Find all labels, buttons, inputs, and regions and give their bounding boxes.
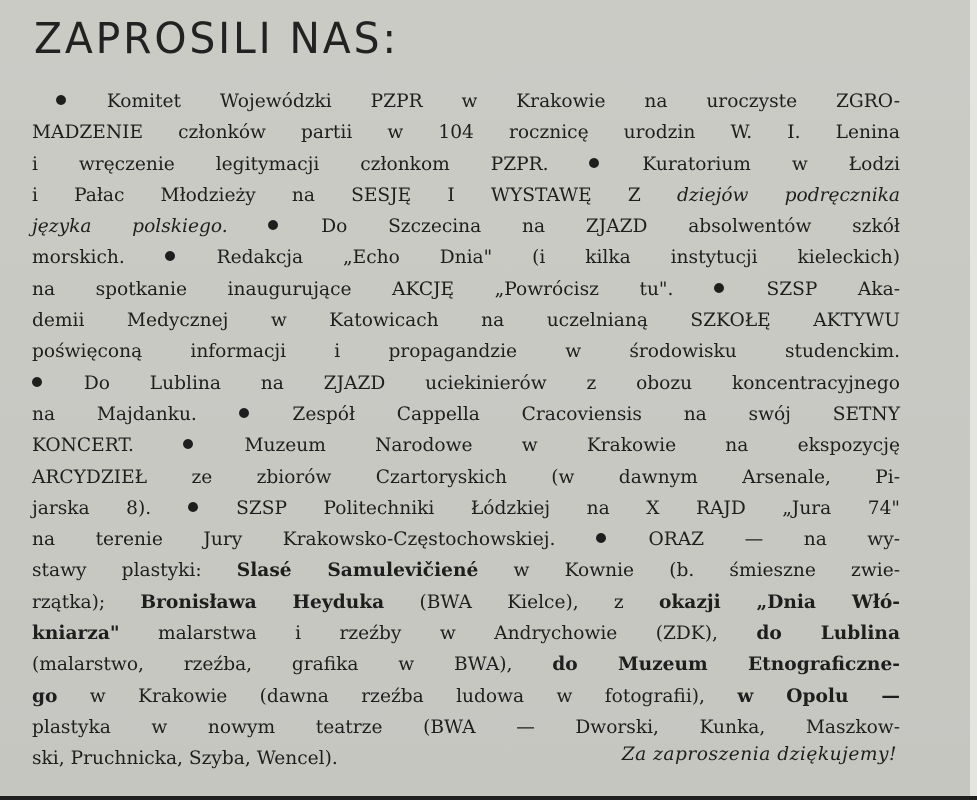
text-line: i wręczenie legitymacji członkom PZPR. Kuratorium w Łodzi bbox=[32, 153, 900, 175]
text-line: plastyka w nowym teatrze (BWA — Dworski, Kunka, Maszkow- bbox=[32, 716, 900, 738]
text-line: języka polskiego. Do Szczecina na ZJAZD absolwentów szkół bbox=[32, 216, 900, 238]
bullet-icon bbox=[268, 220, 278, 230]
bullet-icon bbox=[714, 283, 724, 293]
text-line: Do Lublina na ZJAZD uciekinierów z obozu koncentracyjnego bbox=[32, 368, 900, 399]
text-line: Komitet Wojewódzki PZPR w Krakowie na uroczyste ZGRO- bbox=[32, 86, 900, 117]
bullet-icon bbox=[188, 502, 198, 512]
text-line: na Majdanku. Zespół Cappella Cracoviensis na swój SETNY bbox=[32, 403, 900, 425]
bullet-icon bbox=[596, 533, 606, 543]
text-line: na spotkanie inaugurujące AKCJĘ „Powrócisz tu". SZSP Aka- bbox=[32, 278, 900, 300]
text-line: stawy plastyki: Slasé Samulevičiené w Kownie (b. śmieszne zwie- bbox=[32, 560, 900, 582]
text-line: go w Krakowie (dawna rzeźba ludowa w fotografii), w Opolu — bbox=[32, 685, 900, 707]
bottom-border bbox=[0, 796, 977, 800]
text-line: ski, Pruchnicka, Szyba, Wencel). bbox=[32, 748, 338, 770]
closing-thanks: Za zaproszenia dziękujemy! bbox=[621, 744, 897, 765]
bullet-icon bbox=[183, 439, 193, 449]
text-line: kniarza" malarstwa i rzeźby w Andrychowie (ZDK), do Lublina bbox=[32, 623, 900, 645]
bullet-icon bbox=[239, 408, 249, 418]
text-line: jarska 8). SZSP Politechniki Łódzkiej na X RAJD „Jura 74" bbox=[32, 497, 900, 519]
text-line: ARCYDZIEŁ ze zbiorów Czartoryskich (w dawnym Arsenale, Pi- bbox=[32, 466, 900, 488]
section-heading: ZAPROSILI NAS: bbox=[34, 14, 399, 64]
text-line: i Pałac Młodzieży na SESJĘ I WYSTAWĘ Z dziejów podręcznika bbox=[32, 184, 900, 206]
text-line: poświęconą informacji i propagandzie w środowisku studenckim. bbox=[32, 341, 900, 363]
text-line: KONCERT. Muzeum Narodowe w Krakowie na ekspozycję bbox=[32, 435, 900, 457]
bullet-icon bbox=[165, 251, 175, 261]
page-edge bbox=[970, 0, 977, 800]
text-line: MADZENIE członków partii w 104 rocznicę urodzin W. I. Lenina bbox=[32, 122, 900, 144]
text-line: (malarstwo, rzeźba, grafika w BWA), do Muzeum Etnograficzne- bbox=[32, 654, 901, 676]
invitations-paragraph bbox=[32, 86, 900, 775]
text-line: rzątka); Bronisława Heyduka (BWA Kielce), z okazji „Dnia Włó- bbox=[32, 591, 900, 613]
text-line: morskich. Redakcja „Echo Dnia" (i kilka instytucji kieleckich) bbox=[32, 247, 900, 269]
bullet-icon bbox=[589, 158, 599, 168]
text-line: demii Medycznej w Katowicach na uczelnianą SZKOŁĘ AKTYWU bbox=[32, 310, 900, 332]
bullet-icon bbox=[32, 377, 42, 387]
bullet-icon bbox=[56, 95, 66, 105]
text-line: na terenie Jury Krakowsko-Częstochowskiej. ORAZ — na wy- bbox=[32, 529, 901, 551]
